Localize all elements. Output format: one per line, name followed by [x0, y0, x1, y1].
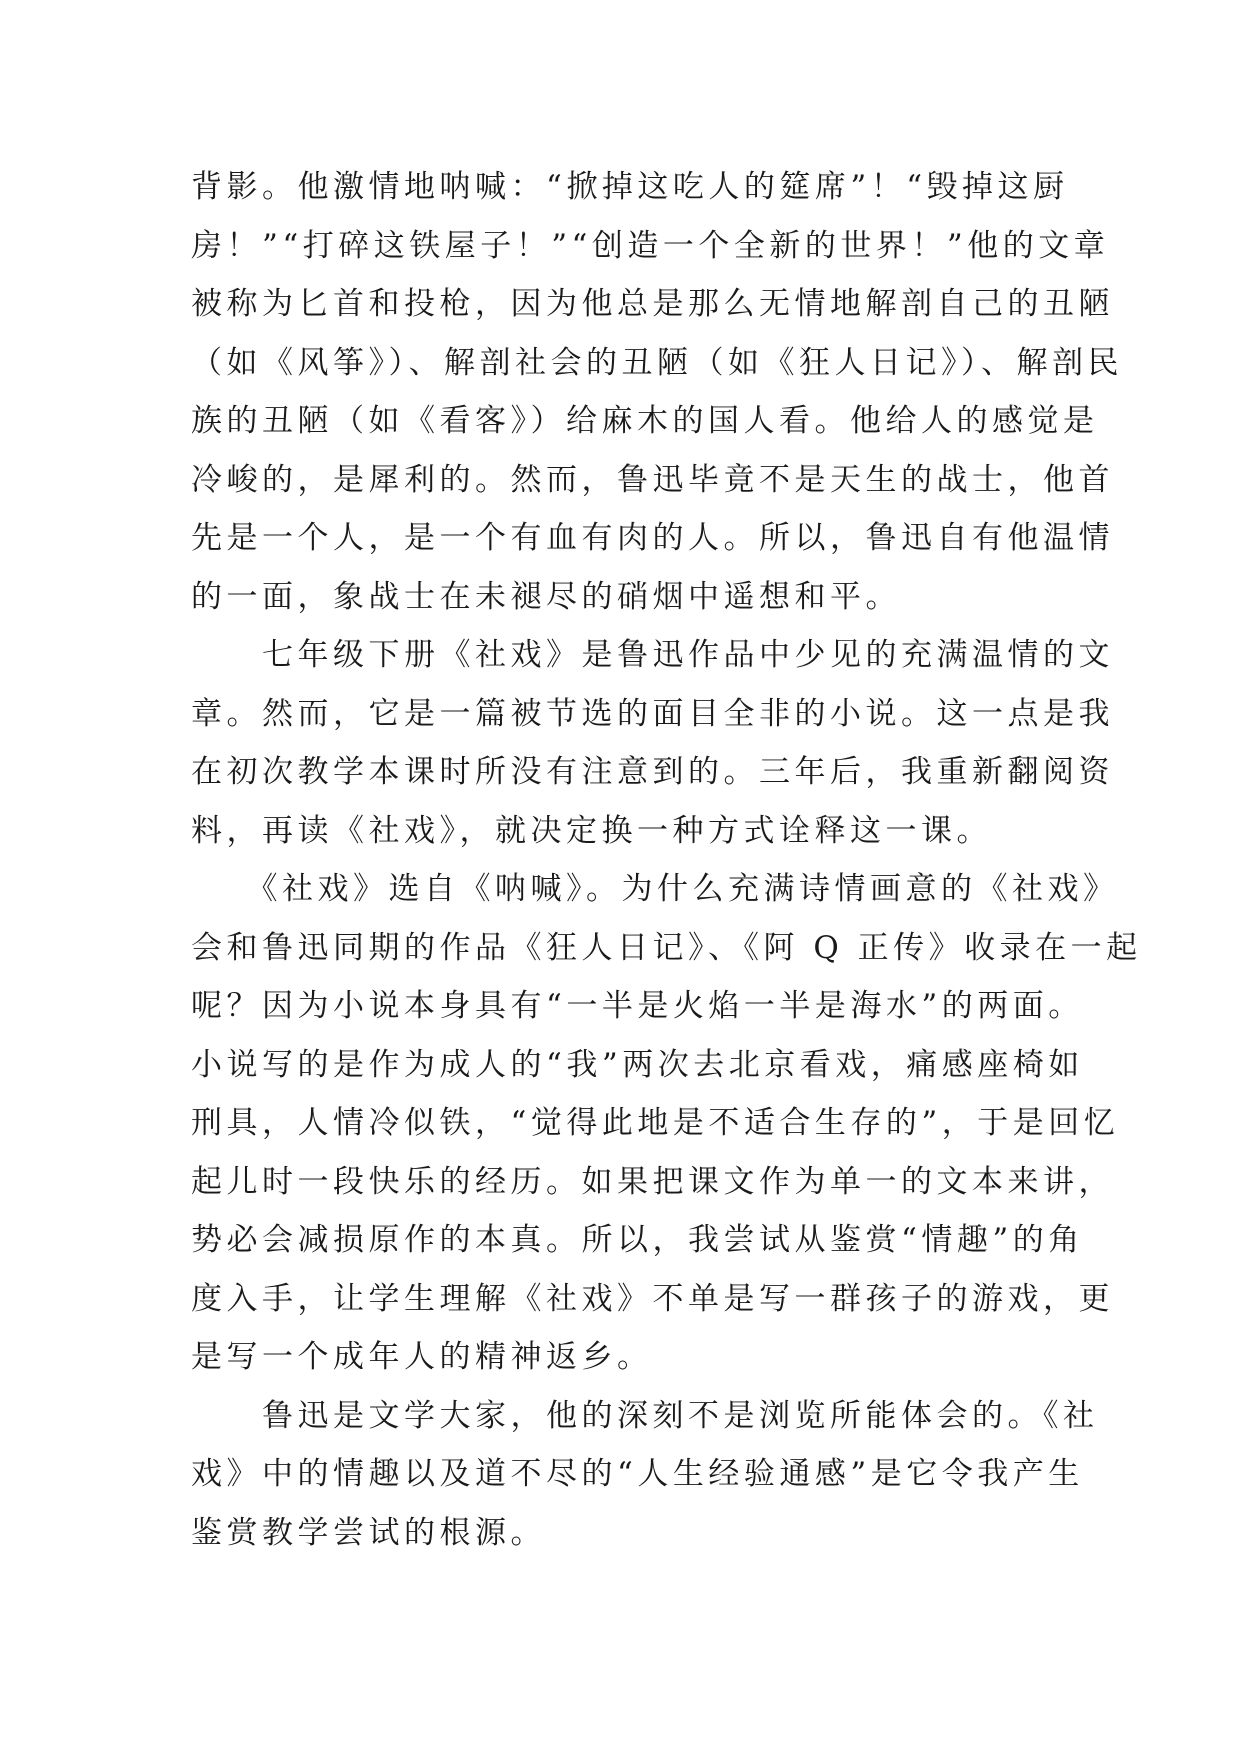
text-line: 鉴赏教学尝试的根源。	[191, 1514, 546, 1551]
text-line: 《社戏》选自《呐喊》。为什么充满诗情画意的《社戏》	[191, 871, 1119, 907]
text-line: 小说写的是作为成人的“我”两次去北京看戏，痛感座椅如	[191, 1046, 1084, 1083]
text-line: 章。然而，它是一篇被节选的面目全非的小说。这一点是我	[191, 695, 1114, 732]
text-line: 鲁迅是文学大家，他的深刻不是浏览所能体会的。《社	[191, 1397, 1099, 1434]
text-line: 背影。他激情地呐喊：“掀掉这吃人的筵席”！“毁掉这厨	[191, 169, 1069, 205]
text-line: 度入手，让学生理解《社戏》不单是写一群孩子的游戏，更	[191, 1280, 1114, 1317]
text-line: 呢？因为小说本身具有“一半是火焰一半是海水”的两面。	[191, 988, 1084, 1024]
paragraph-1	[191, 158, 1123, 626]
text-line: 戏》中的情趣以及道不尽的“人生经验通感”是它令我产生	[191, 1456, 1084, 1492]
text-line: 是写一个成年人的精神返乡。	[191, 1339, 653, 1375]
text-line: 的一面，象战士在未褪尽的硝烟中遥想和平。	[191, 578, 901, 615]
body-text	[191, 158, 1142, 1562]
text-line: 七年级下册《社戏》是鲁迅作品中少见的充满温情的文	[191, 637, 1114, 673]
text-line: 势必会减损原作的本真。所以，我尝试从鉴赏“情趣”的角	[191, 1222, 1084, 1258]
paragraph-2	[191, 626, 1114, 860]
text-line: 先是一个人，是一个有血有肉的人。所以，鲁迅自有他温情	[191, 520, 1114, 556]
text-line: 被称为匕首和投枪，因为他总是那么无情地解剖自己的丑陋	[191, 286, 1114, 322]
text-line: 起儿时一段快乐的经历。如果把课文作为单一的文本来讲，	[191, 1163, 1114, 1200]
text-line: 刑具，人情冷似铁，“觉得此地是不适合生存的”，于是回忆	[191, 1105, 1120, 1141]
text-line: 料，再读《社戏》，就决定换一种方式诠释这一课。	[191, 812, 992, 849]
paragraph-3	[191, 860, 1142, 1387]
text-line: 房！”“打碎这铁屋子！”“创造一个全新的世界！”他的文章	[191, 227, 1110, 264]
text-line: 在初次教学本课时所没有注意到的。三年后，我重新翻阅资	[191, 754, 1114, 790]
text-line: 冷峻的，是犀利的。然而，鲁迅毕竟不是天生的战士，他首	[191, 461, 1114, 498]
text-line: （如《风筝》）、解剖社会的丑陋（如《狂人日记》）、解剖民	[191, 344, 1123, 381]
text-line: 族的丑陋（如《看客》）给麻木的国人看。他给人的感觉是	[191, 403, 1099, 439]
text-line: 会和鲁迅同期的作品《狂人日记》、《阿 Q 正传》收录在一起	[191, 929, 1142, 966]
paragraph-4	[191, 1387, 1099, 1563]
